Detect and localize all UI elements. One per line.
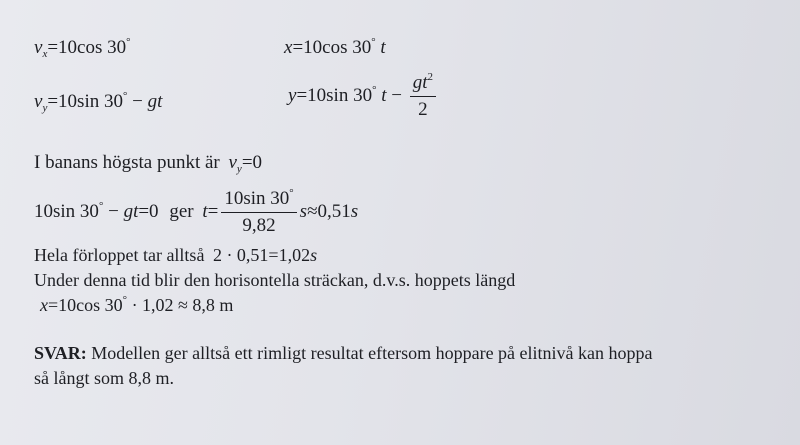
total-time-line [34, 245, 317, 266]
solve-s-unit: s [299, 200, 308, 222]
highest-point-sub: y [236, 163, 242, 175]
y-t: t [381, 84, 387, 106]
solve-fraction [221, 188, 296, 237]
solve-approx: ≈0,51 [307, 200, 351, 222]
vy-gt: gt [147, 91, 163, 112]
total-time-text: Hela förloppet tar alltså [34, 245, 205, 265]
highest-point-text: I banans högsta punkt är [34, 152, 220, 173]
distance-equation [40, 295, 233, 316]
y-equation [288, 72, 439, 121]
distance-x: x [40, 295, 48, 315]
vy-equation [34, 91, 162, 114]
total-time-unit: s [310, 245, 318, 265]
distance-deg: ° [122, 294, 128, 306]
y-fraction [410, 72, 436, 121]
y-var: y [288, 84, 297, 106]
y-rhs: =10sin 30 [296, 84, 373, 106]
solve-gt: gt [123, 200, 139, 222]
vy-rhs: =10sin 30 [47, 91, 123, 112]
solve-frac-den: 9,82 [242, 215, 276, 236]
vx-deg: ° [126, 36, 131, 48]
x-deg: ° [371, 36, 376, 48]
x-rhs: =10cos 30 [292, 37, 372, 58]
y-frac-num: gt [412, 72, 428, 93]
solve-eq-zero: =0 [138, 200, 159, 222]
vx-sub: x [42, 48, 48, 60]
solve-line [34, 188, 358, 237]
solve-s-unit-2: s [350, 200, 359, 222]
x-t: t [380, 37, 386, 58]
y-frac-den: 2 [418, 99, 428, 120]
highest-point-line [34, 152, 262, 175]
x-equation [284, 37, 386, 59]
total-time-expr: 2 · 0,51=1,02 [212, 245, 311, 265]
y-minus: − [386, 84, 407, 106]
distance-rest: · 1,02 ≈ 8,8 m [127, 295, 234, 315]
vy-minus: − [127, 91, 148, 112]
vy-sub: y [42, 102, 48, 114]
solve-eq: = [207, 200, 219, 222]
y-deg: ° [372, 83, 377, 96]
distance-intro: Under denna tid blir den horisontella sträckan, d.v.s. hoppets längd [34, 270, 516, 290]
highest-point-rhs: =0 [241, 152, 263, 173]
answer-line-2: så långt som 8,8 m. [34, 368, 174, 388]
x-var: x [284, 37, 293, 58]
highest-point-var: v [228, 152, 237, 173]
vx-rhs: =10cos 30 [47, 37, 127, 58]
vx-equation [34, 37, 131, 60]
solve-minus: − [103, 200, 124, 222]
solve-frac-num: 10sin 30 [224, 188, 290, 209]
solve-deg: ° [98, 199, 104, 212]
solve-ger: ger [169, 200, 194, 222]
answer-label: SVAR: [34, 343, 87, 363]
solve-frac-deg: ° [289, 187, 294, 199]
answer-line-1 [34, 343, 653, 364]
distance-expr: =10cos 30 [48, 295, 123, 315]
y-frac-exp: 2 [427, 71, 434, 83]
answer-text-1: Modellen ger alltså ett rimligt resultat eftersom hoppare på elitnivå kan hoppa [86, 343, 653, 363]
solve-lhs: 10sin 30 [34, 200, 99, 222]
solve-t: t [202, 200, 208, 222]
vy-deg: ° [122, 90, 128, 102]
vy-var: v [34, 91, 43, 112]
vx-var: v [34, 37, 43, 58]
